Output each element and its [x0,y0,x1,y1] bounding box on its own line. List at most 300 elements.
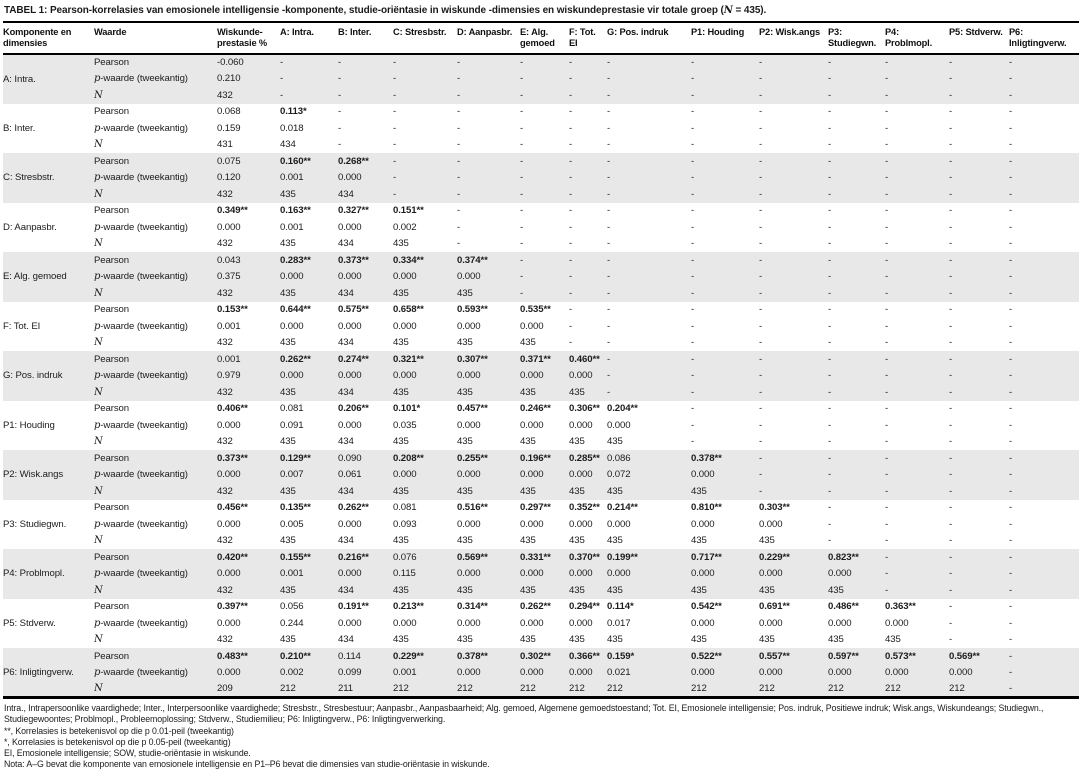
footnote-sig-005: *, Korrelasies is betekenisvol op die p 0.05-peil (tweekantig) [4,736,231,747]
n-cell: - [949,238,953,250]
pearson-cell: - [828,304,832,316]
n-cell: 435 [280,436,296,448]
p-cell: - [885,320,889,332]
pearson-cell: - [949,252,1009,269]
pearson-cell: 0.569** [457,549,520,566]
n-cell: 434 [338,337,354,349]
n-cell: - [759,384,828,401]
p-cell: - [607,368,691,385]
n-cell: 434 [338,535,354,547]
n-cell: 435 [457,483,520,500]
p-cell: - [280,71,338,88]
n-cell: - [457,139,461,151]
n-cell: - [828,384,885,401]
p-cell: - [607,71,691,88]
p-cell: - [828,518,832,530]
p-cell: - [1009,617,1013,629]
pearson-cell: 0.297** [520,502,551,514]
n-cell: - [949,285,1009,302]
pearson-cell: 0.191** [338,601,369,613]
value-type-label: p-waarde (tweekantig) [94,221,188,233]
n-cell: - [885,285,949,302]
column-header: P1: Houding [691,22,759,54]
column-header: Komponente en dimensies [3,22,94,54]
pearson-cell: 0.114* [607,601,634,613]
pearson-cell: - [1009,549,1079,566]
pearson-cell: - [828,153,885,170]
n-cell: 432 [217,186,280,203]
n-cell: - [691,139,695,151]
table-row [3,252,1079,269]
pearson-cell: 0.352** [569,502,600,514]
p-cell: 0.000 [338,221,362,233]
n-cell: - [691,87,759,104]
pearson-cell: - [885,450,949,467]
n-cell: 435 [520,483,569,500]
n-cell: 435 [569,384,607,401]
n-cell: - [949,535,953,547]
table-title-suffix: = 435). [732,5,767,16]
table-row [3,137,1079,154]
n-cell: 212 [569,681,607,698]
pearson-cell: - [759,403,763,415]
pearson-cell: - [607,153,691,170]
pearson-cell: 0.371** [520,351,569,368]
table-row [3,71,1079,88]
n-cell: - [457,238,461,250]
n-cell: 435 [393,238,409,250]
p-cell: - [607,221,611,233]
n-cell: 212 [520,681,569,698]
row-label: P5: Stdverw. [3,617,56,629]
table-row [3,599,1079,616]
pearson-cell: - [949,54,1009,71]
n-cell: 435 [569,535,585,547]
pearson-cell: - [1009,502,1013,514]
pearson-cell: 0.113* [280,106,307,118]
n-cell: 212 [949,681,1009,698]
n-cell: 435 [280,384,338,401]
n-cell: - [885,436,889,448]
n-cell: - [691,186,759,203]
pearson-cell: 0.420** [217,549,280,566]
pearson-cell: - [828,205,832,217]
p-cell: - [1009,566,1079,583]
row-label: P3: Studiegwn. [3,518,67,530]
n-cell: 434 [338,582,393,599]
n-cell: 434 [280,139,296,151]
value-type-label: p-waarde (tweekantig) [94,566,217,583]
table-row [3,384,1079,401]
table-row [3,54,1079,71]
p-cell: 0.000 [759,518,783,530]
p-cell: - [393,122,397,134]
n-cell: 212 [828,681,885,698]
p-cell: - [1009,71,1079,88]
p-cell: - [828,467,885,484]
n-cell: 435 [457,285,520,302]
pearson-cell: - [457,205,461,217]
n-cell: - [885,87,949,104]
pearson-cell: - [393,106,397,118]
n-cell: 212 [393,681,457,698]
pearson-cell: - [759,450,828,467]
n-cell: 435 [520,337,536,349]
p-cell: 0.002 [393,221,417,233]
pearson-cell: 0.378** [691,450,759,467]
n-cell: 435 [691,634,707,646]
pearson-cell: 0.216** [338,549,393,566]
pearson-cell: 0.306** [569,403,600,415]
p-cell: 0.007 [280,467,338,484]
pearson-cell: 0.349** [217,205,248,217]
pearson-cell: 0.283** [280,252,338,269]
pearson-cell: 0.522** [691,648,759,665]
p-cell: - [457,71,520,88]
pearson-cell: 0.210** [280,648,338,665]
pearson-cell: 0.160** [280,153,338,170]
row-label: P6: Inligtingverw. [3,648,94,698]
p-cell: - [520,122,524,134]
p-cell: - [607,170,691,187]
pearson-cell: - [607,205,611,217]
table-row [3,417,1079,434]
value-type-label: N [94,337,103,349]
table-title-text: Pearson-korrelasies van emosionele intelligensie -komponente, studie-oriëntasie in wiskunde -dimensies en wiskundeprestasie vir totale groep ( [49,5,724,16]
pearson-cell: - [885,549,949,566]
p-cell: 0.000 [759,617,783,629]
value-type-label: p-waarde (tweekantig) [94,617,188,629]
pearson-cell: 0.302** [520,648,569,665]
p-cell: 0.000 [338,170,393,187]
p-cell: - [520,221,524,233]
row-label: P4: Problmopl. [3,549,94,599]
pearson-cell: - [691,304,695,316]
pearson-cell: - [828,54,885,71]
column-header: Waarde [94,22,217,54]
n-cell: 435 [607,483,691,500]
p-cell: 0.091 [280,419,304,431]
p-cell: - [949,419,953,431]
p-cell: - [457,122,461,134]
value-type-label: N [94,582,217,599]
p-cell: 0.000 [217,518,241,530]
p-cell: 0.000 [338,518,362,530]
table-row [3,450,1079,467]
pearson-cell: 0.373** [217,450,280,467]
n-cell: - [759,87,828,104]
column-header: A: Intra. [280,22,338,54]
p-cell: - [607,122,611,134]
table-row [3,434,1079,451]
pearson-cell: 0.483** [217,648,280,665]
pearson-cell: - [1009,106,1013,118]
p-cell: 0.000 [885,617,909,629]
pearson-cell: 0.378** [457,648,520,665]
pearson-cell: - [457,106,461,118]
n-cell: - [607,139,611,151]
pearson-cell: - [828,106,832,118]
p-cell: 0.000 [691,566,759,583]
n-cell: 212 [759,681,828,698]
p-cell: - [885,122,889,134]
n-cell: - [759,186,828,203]
n-cell: - [607,186,691,203]
pearson-cell: 0.397** [217,601,248,613]
pearson-cell: - [1009,351,1079,368]
n-cell: 435 [457,337,473,349]
n-cell: 432 [217,337,233,349]
n-cell: 435 [393,535,409,547]
p-cell: 0.000 [217,617,241,629]
p-cell: - [885,368,949,385]
pearson-cell: 0.090 [338,450,393,467]
pearson-cell: 0.516** [457,502,488,514]
p-cell: - [949,71,1009,88]
p-cell: - [949,170,1009,187]
n-cell: - [885,186,949,203]
row-label: A: Intra. [3,54,94,104]
table-row [3,665,1079,682]
n-cell: - [828,436,832,448]
n-cell: - [828,139,832,151]
table-header [3,22,1079,54]
p-cell: 0.000 [217,221,241,233]
p-cell: 0.979 [217,368,280,385]
pearson-cell: -0.060 [217,54,280,71]
p-cell: 0.072 [607,467,691,484]
p-cell: - [949,518,953,530]
n-cell: - [520,139,524,151]
pearson-cell: 0.043 [217,252,280,269]
pearson-cell: - [828,351,885,368]
pearson-cell: - [759,153,828,170]
p-cell: - [885,71,949,88]
pearson-cell: - [520,205,524,217]
p-cell: - [520,269,569,286]
pearson-cell: - [949,106,953,118]
n-cell: 431 [217,139,233,151]
n-cell: - [569,337,573,349]
value-type-label: N [94,634,103,646]
pearson-cell: 0.658** [393,304,424,316]
p-cell: - [1009,320,1013,332]
p-cell: 0.000 [607,566,691,583]
n-cell: - [607,87,691,104]
n-cell: - [338,139,342,151]
n-cell: 212 [885,681,949,698]
pearson-cell: 0.268** [338,153,393,170]
p-cell: - [828,71,885,88]
table-footnotes [3,699,1079,770]
value-type-label: Pearson [94,601,130,613]
pearson-cell: - [457,54,520,71]
p-cell: - [1009,518,1013,530]
pearson-cell: - [1009,54,1079,71]
n-cell: 435 [569,483,607,500]
pearson-cell: 0.644** [280,304,311,316]
pearson-cell: 0.573** [885,648,949,665]
footnote-sig-001: **, Korrelasies is betekenisvol op die p 0.01-peil (tweekantig) [4,725,234,736]
p-cell: 0.000 [520,566,569,583]
row-label: C: Stresbstr. [3,153,94,203]
row-label: B: Inter. [3,122,36,134]
pearson-cell: 0.314** [457,601,488,613]
n-cell: 435 [607,535,623,547]
p-cell: - [759,71,828,88]
pearson-cell: - [520,106,524,118]
p-cell: - [885,221,889,233]
pearson-cell: 0.153** [217,304,248,316]
p-cell: 0.000 [393,320,417,332]
pearson-cell: 0.214** [607,502,638,514]
n-cell: 212 [691,681,759,698]
p-cell: 0.000 [569,665,607,682]
footnote-ei-sow: EI, Emosionele intelligensie; SOW, studie-oriëntasie in wiskunde. [4,748,251,759]
n-cell: 435 [280,285,338,302]
n-cell: 435 [520,535,536,547]
pearson-cell: - [1009,252,1079,269]
p-cell: 0.000 [520,617,544,629]
n-cell: - [607,238,611,250]
pearson-cell: - [569,205,573,217]
footnote-nota: Nota: A–G bevat die komponente van emosionele intelligensie en P1–P6 bevat die dimensies van studie-oriëntasie in wiskunde. [4,759,490,770]
pearson-cell: 0.717** [691,549,759,566]
p-cell: 0.000 [457,566,520,583]
pearson-cell: 0.366** [569,648,607,665]
p-cell: - [569,320,573,332]
n-cell: 435 [280,337,296,349]
n-cell: - [1009,238,1013,250]
column-header: P5: Stdverw. [949,22,1009,54]
row-label: P2: Wisk.angs [3,450,94,500]
p-cell: - [1009,170,1079,187]
p-cell: 0.000 [338,368,393,385]
row-label: F: Tot. EI [3,320,41,332]
n-cell: - [885,535,889,547]
pearson-cell: - [885,153,949,170]
n-cell: - [520,238,524,250]
p-cell: 0.000 [607,419,631,431]
value-type-label: Pearson [94,153,217,170]
p-cell: - [885,419,889,431]
p-cell: - [1009,122,1013,134]
n-cell: - [759,436,763,448]
n-cell: 434 [338,634,354,646]
p-cell: - [569,122,573,134]
pearson-cell: - [759,252,828,269]
column-header: D: Aanpasbr. [457,22,520,54]
p-cell: 0.000 [393,368,457,385]
pearson-cell: 0.307** [457,351,520,368]
pearson-cell: 0.262** [280,351,338,368]
pearson-cell: - [949,601,953,613]
value-type-label: p-waarde (tweekantig) [94,467,217,484]
pearson-cell: 0.075 [217,153,280,170]
n-cell: - [393,186,457,203]
table-row [3,120,1079,137]
p-cell: 0.000 [828,665,885,682]
n-cell: 435 [520,582,569,599]
n-cell: 435 [457,582,520,599]
pearson-cell: - [885,106,889,118]
pearson-cell: - [828,403,832,415]
pearson-cell: 0.151** [393,205,424,217]
pearson-cell: - [691,153,759,170]
row-label: G: Pos. indruk [3,351,94,401]
p-cell: - [885,170,949,187]
value-type-label: Pearson [94,549,217,566]
pearson-cell: 0.294** [569,601,600,613]
pearson-cell: 0.114 [338,648,393,665]
pearson-cell: 0.597** [828,648,885,665]
table-row [3,582,1079,599]
p-cell: 0.000 [520,419,544,431]
p-cell: 0.000 [569,518,593,530]
table-row [3,236,1079,253]
table-row [3,170,1079,187]
value-type-label: N [94,186,217,203]
value-type-label: p-waarde (tweekantig) [94,320,188,332]
p-cell: 0.000 [520,518,544,530]
pearson-cell: - [885,351,949,368]
table-row [3,681,1079,698]
n-cell: 435 [607,436,623,448]
n-cell: 435 [393,582,457,599]
n-cell: 432 [217,238,233,250]
p-cell: 0.018 [280,122,304,134]
p-cell: 0.093 [393,518,417,530]
p-cell: 0.000 [338,566,393,583]
pearson-cell: - [607,351,691,368]
p-cell: 0.000 [828,617,852,629]
column-header: C: Stresbstr. [393,22,457,54]
p-cell: - [949,617,953,629]
n-cell: - [1009,681,1079,698]
p-cell: - [457,221,461,233]
p-cell: 0.000 [457,617,481,629]
n-cell: - [457,186,520,203]
column-header: G: Pos. indruk [607,22,691,54]
pearson-cell: 0.199** [607,549,691,566]
p-cell: - [759,320,763,332]
pearson-cell: 0.575** [338,304,369,316]
n-cell: - [885,238,889,250]
pearson-cell: 0.274** [338,351,393,368]
pearson-cell: 0.406** [217,403,248,415]
pearson-cell: - [949,304,953,316]
n-cell: 435 [280,535,296,547]
p-cell: 0.115 [393,566,457,583]
n-cell: 435 [828,582,885,599]
p-cell: - [949,221,953,233]
value-type-label: N [94,285,217,302]
p-cell: 0.000 [520,368,569,385]
n-cell: - [949,483,1009,500]
value-type-label: Pearson [94,450,217,467]
p-cell: - [828,221,832,233]
pearson-cell: 0.196** [520,450,569,467]
pearson-cell: - [520,153,569,170]
pearson-cell: 0.056 [280,601,304,613]
n-cell: 435 [885,634,901,646]
pearson-cell: 0.255** [457,450,520,467]
p-cell: - [1009,419,1013,431]
n-cell: 432 [217,535,233,547]
p-cell: 0.000 [569,566,607,583]
p-cell: 0.000 [393,467,457,484]
p-cell: - [949,269,1009,286]
